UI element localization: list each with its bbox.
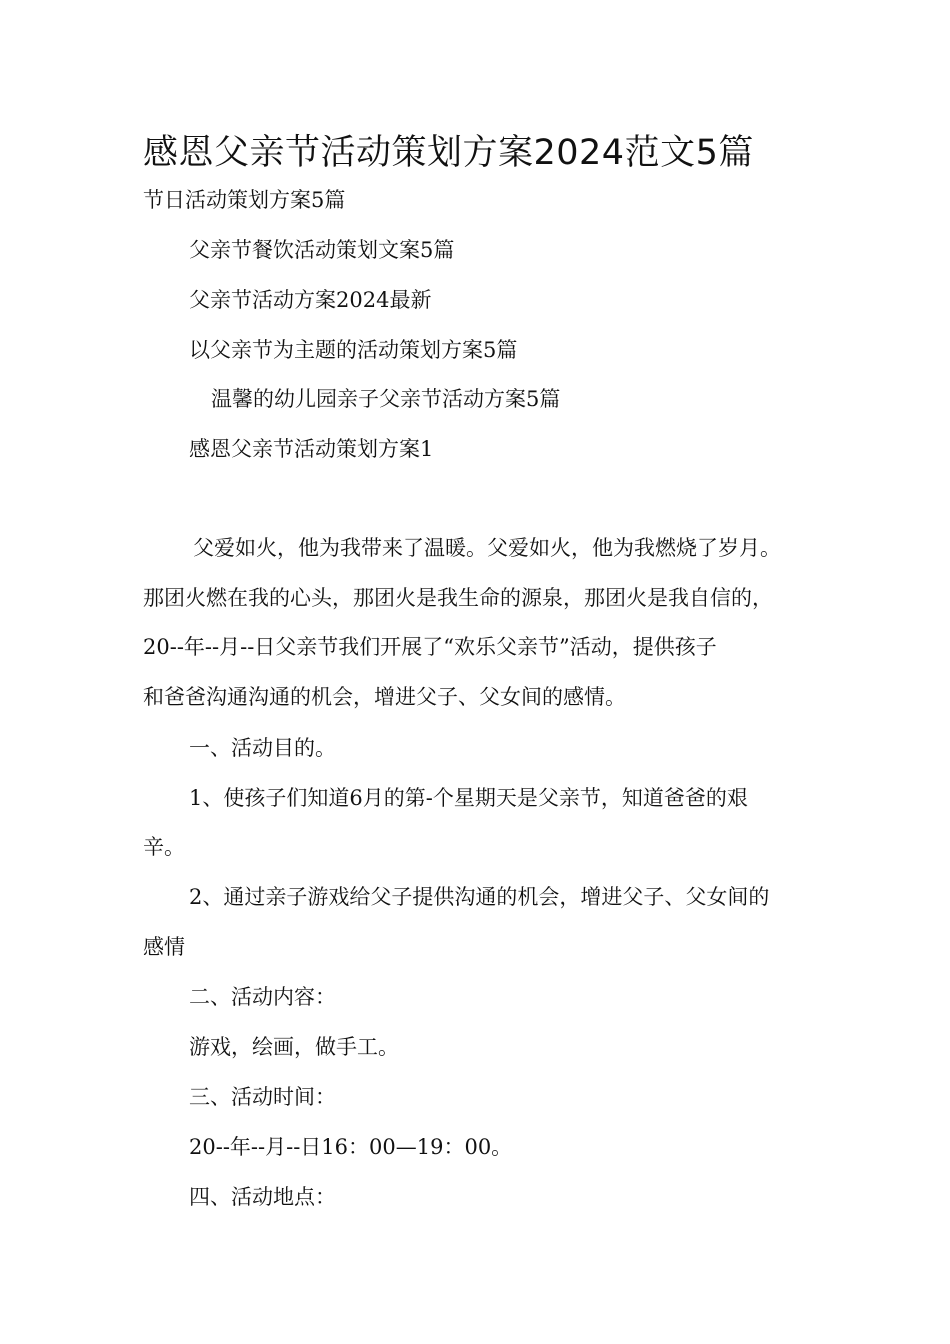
document-subtitle: 节日活动策划方案5篇 [143,188,346,212]
toc-item: 以父亲节为主题的活动策划方案5篇 [189,338,518,362]
paragraph-line: 20--年--月--日16：00—19：00。 [189,1135,513,1159]
section-heading: 二、活动内容： [189,985,336,1009]
paragraph-line: 那团火燃在我的心头，那团火是我生命的源泉，那团火是我自信的， [143,586,773,610]
paragraph-line: 感情 [143,935,185,959]
toc-item: 父亲节餐饮活动策划文案5篇 [189,238,455,262]
toc-item: 父亲节活动方案2024最新 [189,288,432,312]
section-heading: 四、活动地点： [189,1185,336,1209]
paragraph-line: 20--年--月--日父亲节我们开展了“欢乐父亲节”活动，提供孩子 [143,635,717,659]
document-title: 感恩父亲节活动策划方案2024范文5篇 [143,133,754,173]
paragraph-line: 游戏，绘画，做手工。 [189,1035,399,1059]
paragraph-line: 辛。 [143,835,185,859]
paragraph-line: 和爸爸沟通沟通的机会，增进父子、父女间的感情。 [143,685,626,709]
toc-item: 感恩父亲节活动策划方案1 [189,437,434,461]
paragraph-line: 父爱如火，他为我带来了温暖。父爱如火，他为我燃烧了岁月。 [193,536,781,560]
paragraph-line: 1、使孩子们知道6月的第-个星期天是父亲节，知道爸爸的艰 [189,786,748,810]
toc-item: 温馨的幼儿园亲子父亲节活动方案5篇 [211,387,561,411]
paragraph-line: 2、通过亲子游戏给父子提供沟通的机会，增进父子、父女间的 [189,885,770,909]
section-heading: 三、活动时间： [189,1085,336,1109]
section-heading: 一、活动目的。 [189,736,336,760]
